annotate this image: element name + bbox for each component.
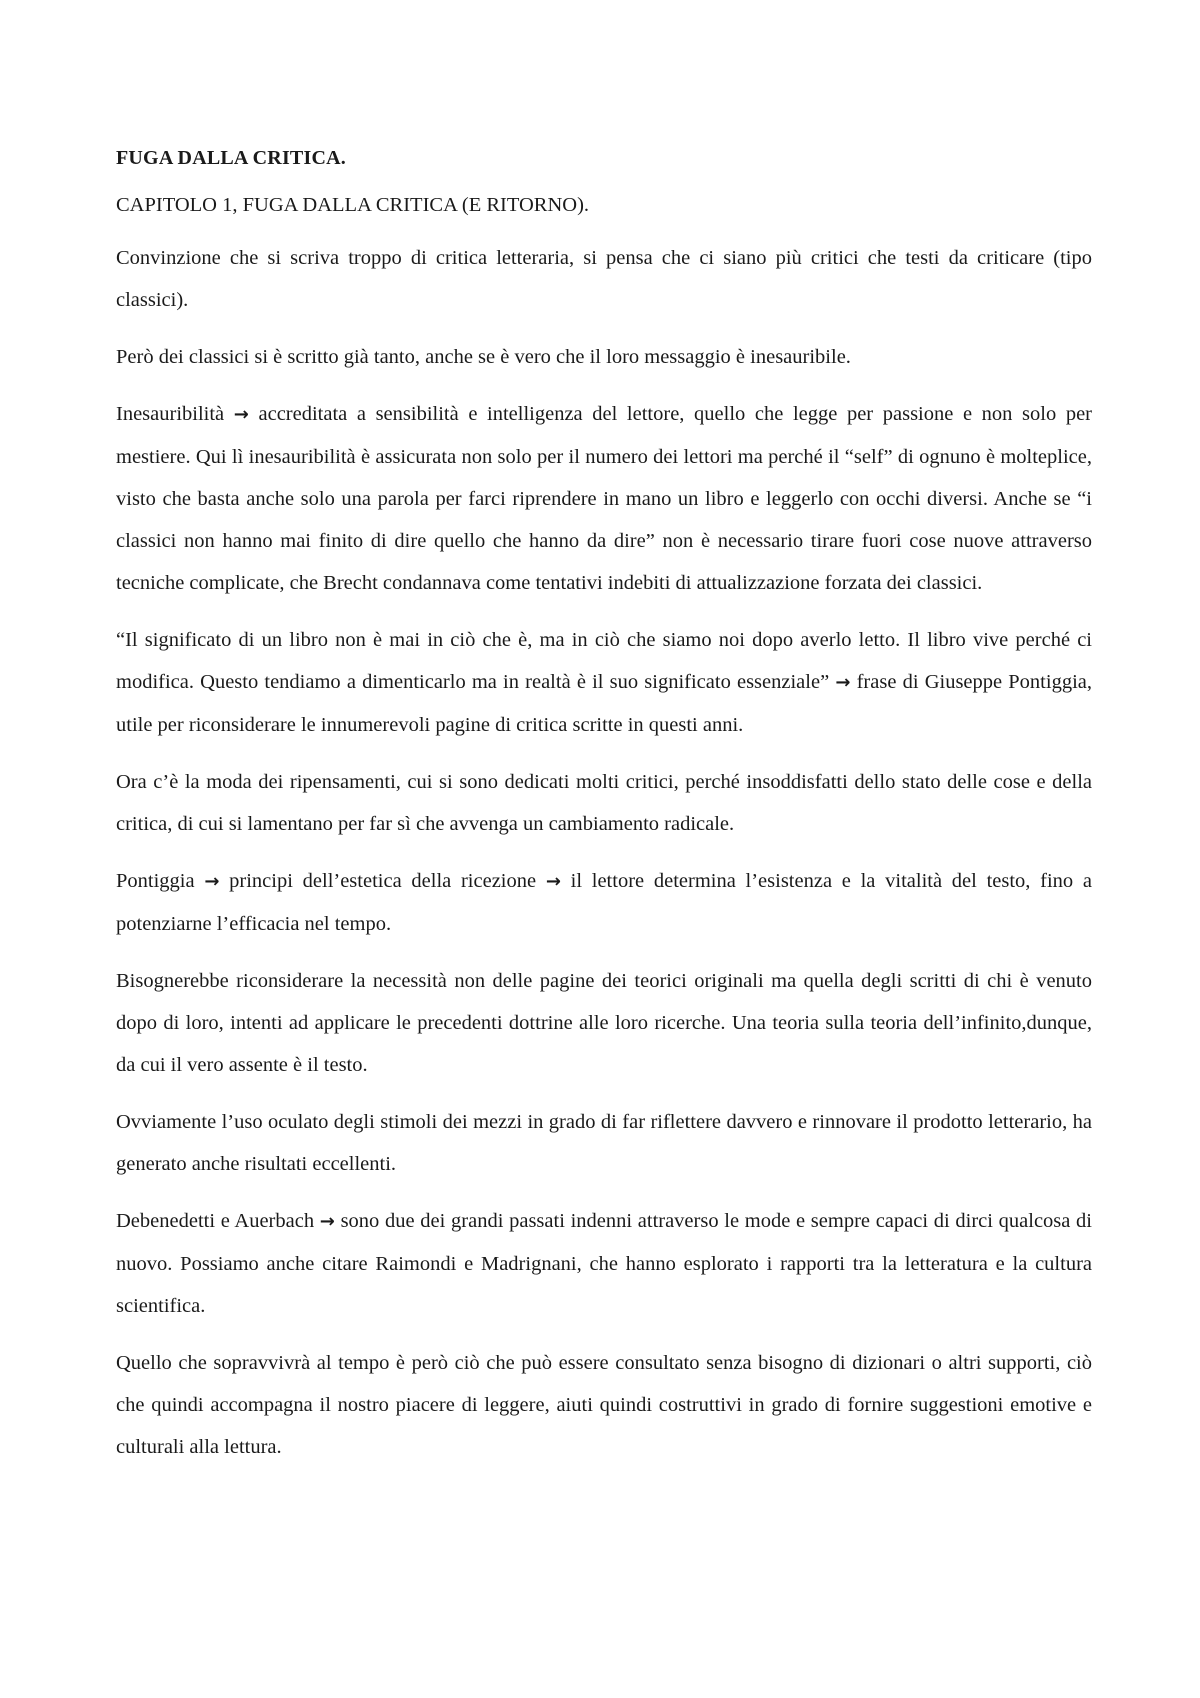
chapter-heading: CAPITOLO 1, FUGA DALLA CRITICA (E RITORNO). (116, 194, 590, 216)
paragraph-9-lead: Debenedetti e Auerbach (116, 1210, 320, 1232)
paragraph-9-text: sono due dei grandi passati indenni attraverso le mode e sempre capaci di dirci qualcosa di nuovo. Possiamo anche citare Raimondi e Madrignani, che hanno esplorato i rapporti tra la letteratura e la cultura scientifica. (116, 1210, 1093, 1317)
right-arrow-icon: → (319, 1211, 335, 1232)
paragraph-4-quote: “Il significato di un libro non è mai in ciò che è, ma in ciò che siamo noi dopo averlo letto. Il libro vive perché ci modifica. Questo tendiamo a dimenticarlo ma in realtà è il suo significato essenziale” (116, 629, 1092, 693)
right-arrow-icon: → (545, 871, 561, 892)
paragraph-5: Ora c’è la moda dei ripensamenti, cui si sono dedicati molti critici, perché insoddisfatti dello stato delle cose e della critica, di cui si lamentano per far sì che avvenga un cambiamento radicale. (116, 771, 1092, 835)
paragraph-8: Ovviamente l’uso oculato degli stimoli dei mezzi in grado di far riflettere davvero e rinnovare il prodotto letterario, ha generato anche risultati eccellenti. (116, 1111, 1092, 1175)
paragraph-3 (116, 393, 1092, 604)
right-arrow-icon: → (233, 404, 249, 425)
paragraph-9 (116, 1200, 1092, 1327)
paragraph-6-middle: principi dell’estetica della ricezione (219, 870, 546, 892)
right-arrow-icon: → (835, 672, 851, 693)
paragraph-3-text: accreditata a sensibilità e intelligenza del lettore, quello che legge per passione e non solo per mestiere. Qui lì inesauribilità è assicurata non solo per il numero dei lettori ma perché il “self” di ognuno è molteplice, visto che basta anche solo una parola per farci riprendere in mano un libro e leggerlo con occhi diversi. Anche se “i classici non hanno mai finito di dire quello che hanno da dire” non è necessario tirare fuori cose nuove attraverso tecniche complicate, che Brecht condannava come tentativi indebiti di attualizzazione forzata dei classici. (116, 403, 1093, 594)
document-title: FUGA DALLA CRITICA. (116, 147, 346, 169)
paragraph-6-lead: Pontiggia (116, 870, 205, 892)
paragraph-4 (116, 619, 1092, 746)
right-arrow-icon: → (204, 871, 220, 892)
paragraph-6 (116, 860, 1092, 945)
paragraph-6-text: il lettore determina l’esistenza e la vitalità del testo, fino a potenziarne l’efficacia nel tempo. (116, 870, 1092, 935)
paragraph-10: Quello che sopravvivrà al tempo è però ciò che può essere consultato senza bisogno di dizionari o altri supporti, ciò che quindi accompagna il nostro piacere di leggere, aiuti quindi costruttivi in grado di fornire suggestioni emotive e culturali alla lettura. (116, 1352, 1092, 1458)
document-body (116, 142, 1092, 1483)
paragraph-7: Bisognerebbe riconsiderare la necessità non delle pagine dei teorici originali ma quella degli scritti di chi è venuto dopo di loro, intenti ad applicare le precedenti dottrine alle loro ricerche. Una teoria sulla teoria dell’infinito,dunque, da cui il vero assente è il testo. (116, 970, 1092, 1076)
paragraph-3-lead: Inesauribilità (116, 403, 225, 425)
paragraph-2: Però dei classici si è scritto già tanto, anche se è vero che il loro messaggio è inesauribile. (116, 346, 851, 368)
paragraph-4-text: frase di Giuseppe Pontiggia, utile per riconsiderare le innumerevoli pagine di critica scritte in questi anni. (116, 671, 1092, 736)
paragraph-1: Convinzione che si scriva troppo di critica letteraria, si pensa che ci siano più critici che testi da criticare (tipo classici). (116, 247, 1092, 311)
